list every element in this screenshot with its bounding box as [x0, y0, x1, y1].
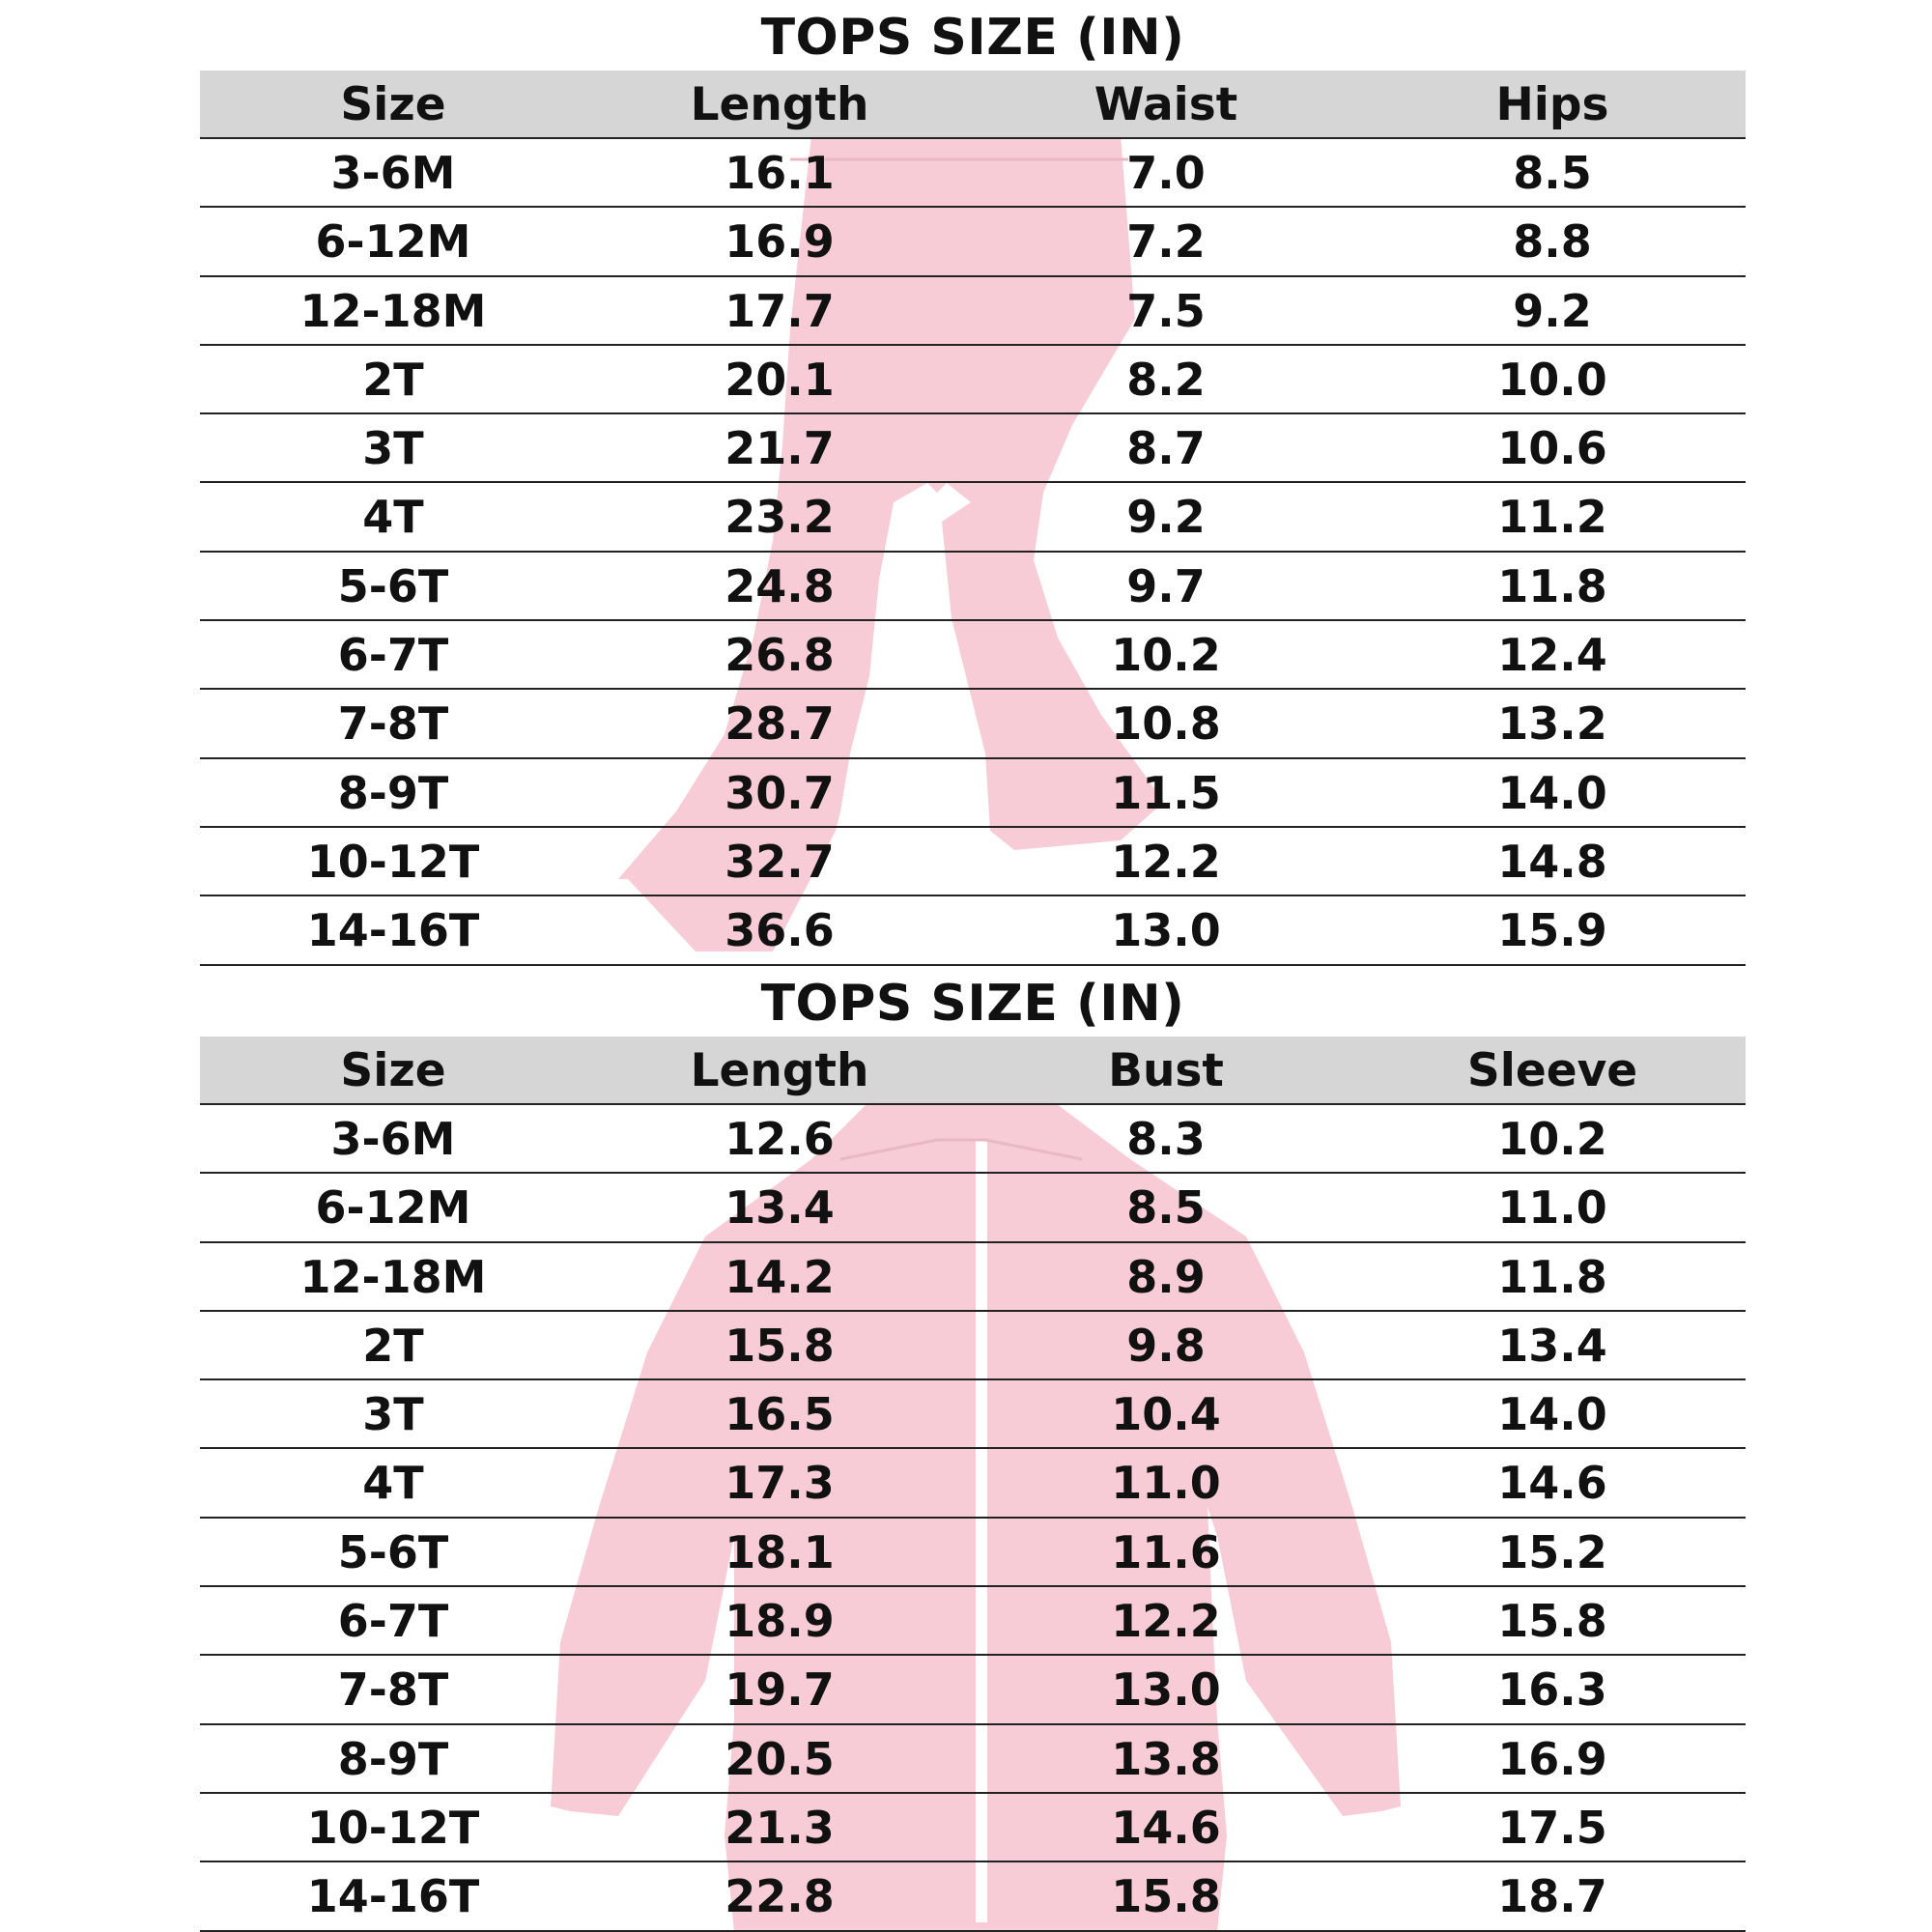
cell-size: 3T: [362, 422, 424, 475]
cell-sleeve: 17.5: [1497, 1801, 1607, 1854]
cell-hips: 15.9: [1497, 904, 1607, 957]
table-row: [200, 1587, 1746, 1656]
table-row: [200, 759, 1746, 828]
cell-waist: 9.7: [1126, 559, 1206, 612]
table-row: [200, 1449, 1746, 1518]
cell-length: 17.7: [724, 284, 835, 337]
cell-size: 5-6T: [337, 559, 449, 612]
cell-size: 8-9T: [337, 766, 449, 819]
cell-bust: 8.9: [1126, 1250, 1206, 1303]
table-row: [200, 208, 1746, 276]
cell-length: 30.7: [724, 766, 835, 819]
table-row: [200, 139, 1746, 208]
cell-length: 16.9: [724, 215, 835, 269]
cell-size: 14-16T: [306, 904, 480, 957]
cell-bust: 15.8: [1111, 1870, 1221, 1923]
cell-sleeve: 14.0: [1497, 1388, 1607, 1441]
column-header-size: Size: [340, 1044, 446, 1097]
table-row: [200, 1519, 1746, 1587]
column-header-bust: Bust: [1108, 1044, 1224, 1097]
cell-bust: 10.4: [1111, 1388, 1221, 1441]
cell-size: 14-16T: [306, 1870, 480, 1923]
cell-length: 36.6: [724, 904, 835, 957]
table-title: TOPS SIZE (IN): [760, 9, 1185, 67]
cell-length: 12.6: [724, 1113, 835, 1165]
table-row: [200, 1380, 1746, 1449]
cell-sleeve: 16.3: [1497, 1663, 1607, 1717]
cell-size: 12-18M: [299, 284, 487, 337]
cell-size: 2T: [362, 1319, 424, 1372]
cell-hips: 10.6: [1497, 422, 1607, 475]
cell-sleeve: 11.0: [1497, 1181, 1607, 1235]
cell-size: 12-18M: [299, 1250, 487, 1303]
cell-sleeve: 18.7: [1497, 1870, 1607, 1923]
cell-bust: 14.6: [1111, 1801, 1221, 1854]
cell-hips: 9.2: [1513, 284, 1592, 337]
column-header-size: Size: [340, 78, 446, 131]
cell-size: 7-8T: [337, 1663, 449, 1717]
table-row: [200, 346, 1746, 414]
size-table-1: [200, 5, 1746, 966]
cell-sleeve: 14.6: [1497, 1457, 1607, 1510]
table-header-row: [200, 1037, 1746, 1105]
table-row: [200, 1862, 1746, 1931]
cell-size: 3T: [362, 1388, 424, 1441]
cell-size: 8-9T: [337, 1732, 449, 1785]
column-header-waist: Waist: [1094, 78, 1238, 131]
cell-length: 22.8: [724, 1870, 835, 1923]
cell-length: 15.8: [724, 1319, 835, 1372]
cell-sleeve: 11.8: [1497, 1250, 1607, 1303]
column-header-length: Length: [690, 78, 869, 131]
cell-sleeve: 15.2: [1497, 1525, 1607, 1578]
table-row: [200, 1243, 1746, 1312]
size-table-2: [200, 971, 1746, 1932]
cell-bust: 12.2: [1111, 1595, 1221, 1648]
table-row: [200, 1174, 1746, 1242]
cell-waist: 8.2: [1126, 353, 1206, 406]
column-header-length: Length: [690, 1044, 869, 1097]
cell-waist: 7.0: [1126, 147, 1206, 199]
cell-waist: 12.2: [1111, 835, 1221, 888]
cell-size: 5-6T: [337, 1525, 449, 1578]
cell-sleeve: 13.4: [1497, 1319, 1607, 1372]
cell-hips: 11.8: [1497, 559, 1607, 612]
cell-hips: 14.8: [1497, 835, 1607, 888]
cell-waist: 13.0: [1111, 904, 1221, 957]
table-title: TOPS SIZE (IN): [760, 975, 1185, 1033]
cell-size: 6-12M: [315, 215, 471, 269]
table-row: [200, 414, 1746, 483]
cell-bust: 13.8: [1111, 1732, 1221, 1785]
table-row: [200, 483, 1746, 552]
cell-size: 3-6M: [330, 1113, 456, 1165]
table-row: [200, 553, 1746, 621]
cell-hips: 14.0: [1497, 766, 1607, 819]
cell-size: 2T: [362, 353, 424, 406]
cell-bust: 11.6: [1111, 1525, 1221, 1578]
table-row: [200, 277, 1746, 346]
table-row: [200, 1725, 1746, 1794]
column-header-hips: Hips: [1495, 78, 1609, 131]
table-row: [200, 896, 1746, 965]
cell-bust: 8.3: [1126, 1113, 1206, 1165]
cell-length: 32.7: [724, 835, 835, 888]
cell-sleeve: 16.9: [1497, 1732, 1607, 1785]
cell-hips: 12.4: [1497, 629, 1607, 682]
cell-size: 10-12T: [306, 835, 480, 888]
column-header-sleeve: Sleeve: [1466, 1044, 1638, 1097]
cell-size: 7-8T: [337, 697, 449, 751]
cell-length: 28.7: [724, 697, 835, 751]
cell-length: 13.4: [724, 1181, 835, 1235]
cell-size: 6-7T: [337, 1595, 449, 1648]
cell-length: 24.8: [724, 559, 835, 612]
cell-length: 18.1: [724, 1525, 835, 1578]
cell-length: 17.3: [724, 1457, 835, 1510]
cell-waist: 10.8: [1111, 697, 1221, 751]
cell-hips: 8.8: [1513, 215, 1592, 269]
cell-length: 20.5: [724, 1732, 835, 1785]
table-row: [200, 828, 1746, 896]
table-row: [200, 1656, 1746, 1724]
cell-length: 26.8: [724, 629, 835, 682]
cell-size: 6-7T: [337, 629, 449, 682]
cell-length: 20.1: [724, 353, 835, 406]
cell-bust: 9.8: [1126, 1319, 1206, 1372]
cell-sleeve: 10.2: [1497, 1113, 1607, 1165]
table-row: [200, 621, 1746, 690]
cell-waist: 9.2: [1126, 491, 1206, 544]
cell-waist: 8.7: [1126, 422, 1206, 475]
cell-length: 18.9: [724, 1595, 835, 1648]
cell-size: 6-12M: [315, 1181, 471, 1235]
table-row: [200, 1312, 1746, 1380]
cell-hips: 10.0: [1497, 353, 1607, 406]
cell-size: 4T: [362, 1457, 424, 1510]
cell-waist: 11.5: [1111, 766, 1221, 819]
cell-waist: 7.2: [1126, 215, 1206, 269]
cell-length: 16.1: [724, 147, 835, 199]
cell-length: 14.2: [724, 1250, 835, 1303]
cell-hips: 13.2: [1497, 697, 1607, 751]
cell-length: 21.7: [724, 422, 835, 475]
cell-length: 16.5: [724, 1388, 835, 1441]
cell-waist: 10.2: [1111, 629, 1221, 682]
table-row: [200, 1794, 1746, 1862]
cell-hips: 11.2: [1497, 491, 1607, 544]
table-header-row: [200, 71, 1746, 139]
table-row: [200, 1105, 1746, 1174]
cell-waist: 7.5: [1126, 284, 1206, 337]
cell-hips: 8.5: [1513, 147, 1592, 199]
cell-size: 3-6M: [330, 147, 456, 199]
cell-bust: 13.0: [1111, 1663, 1221, 1717]
cell-bust: 11.0: [1111, 1457, 1221, 1510]
cell-length: 19.7: [724, 1663, 835, 1717]
table-row: [200, 690, 1746, 758]
cell-size: 4T: [362, 491, 424, 544]
cell-size: 10-12T: [306, 1801, 480, 1854]
cell-bust: 8.5: [1126, 1181, 1206, 1235]
cell-length: 21.3: [724, 1801, 835, 1854]
cell-length: 23.2: [724, 491, 835, 544]
cell-sleeve: 15.8: [1497, 1595, 1607, 1648]
